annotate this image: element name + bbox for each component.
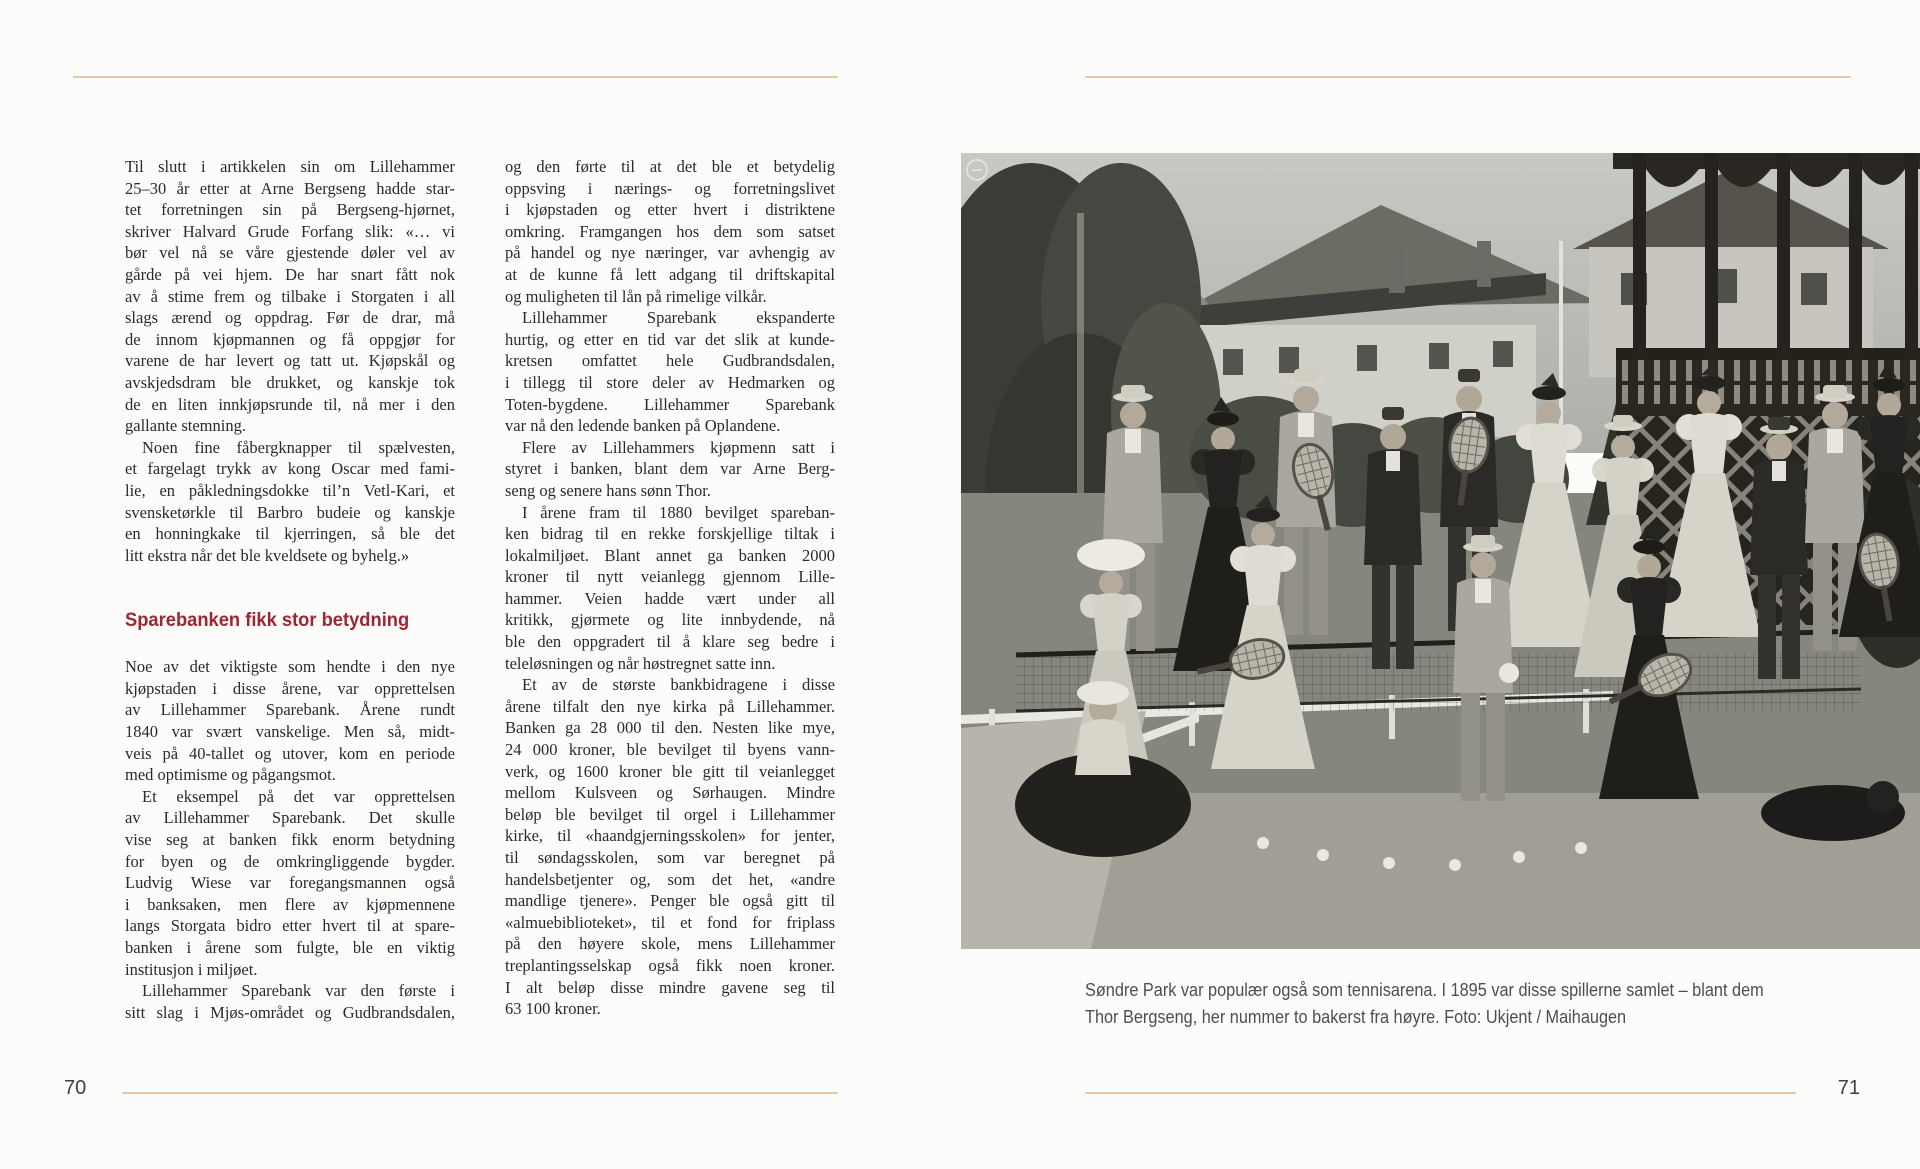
text-line: kroner til nytt veianlegg gjennom Lille- [505,567,835,587]
text-line: på handel og nye næringer, var avhengig av [505,243,835,263]
paragraph [125,786,455,980]
text-line: kritikk, gjørmete og lite innbydende, nå [505,610,835,630]
bottom-rule-left [122,1092,838,1094]
text-line: verk, og 1600 kroner ble gitt til veianlegget [505,761,835,781]
paragraph [125,980,455,1023]
photo-caption [1085,976,1825,1030]
text-line: at de kunne få lett adgang til driftskapital [505,264,835,284]
text-line: med optimisme og pågangsmot. [125,765,336,785]
text-line: av Lillehammer Sparebank. Årene rundt [125,700,455,720]
text-line: var nå den ledende banken på Oplandene. [505,416,781,436]
text-line: handelsbetjenter og, som det het, «andre [505,869,835,889]
text-line: og den førte til at det ble et betydelig [505,157,835,176]
text-line: Et av de største bankbidragene i disse [522,675,835,695]
top-rule-right [1085,76,1851,78]
text-line: Lillehammer Sparebank var den første i [142,981,455,1001]
top-rule-left [73,76,838,78]
text-line: Noe av det viktigste som hendte i den nye [125,657,455,677]
page-number-right: 71 [1837,1077,1860,1099]
text-line: Toten-bygdene. Lillehammer Sparebank [505,394,835,414]
text-line: gallante stemning. [125,416,246,436]
text-line: 24 000 kroner, ble bevilget til byens vann- [505,740,835,760]
text-line: av Lillehammer Sparebank. Det skulle [125,808,455,828]
paragraph [125,437,455,567]
text-line: mandlige tjenere». Penger ble også gitt til [505,891,835,911]
text-line: en honningkake til kjerringen, så ble det [125,524,455,544]
section-heading: Sparebanken fikk stor betydning [125,609,410,632]
text-line: Et eksempel på det var opprettelsen [142,786,455,806]
text-line: i tillegg til store deler av Hedmarken og [505,372,835,392]
text-line: 1840 var svært vanskelige. Men så, midt- [125,722,455,742]
text-line: de en liten innkjøpsrunde til, nå mer i den [125,394,455,414]
text-line: gårde på vei hjem. De har snart fått nok [125,264,455,284]
text-line: banken i årene som fulgte, ble en viktig [125,938,455,957]
text-line: i kjøpstaden og etter hvert i distriktene [505,200,835,220]
photo-caption-line: Thor Bergseng, her nummer to bakerst fra høyre. Foto: Ukjent / Maihaugen [1085,1006,1627,1027]
paragraph [125,156,455,437]
text-line: av å stime frem og tilbake i Storgaten i all [125,286,455,306]
text-line: et fargelagt trykk av kong Oscar med fami- [125,459,455,479]
text-line: de innom kjøpmannen og få oppgjør for [125,329,455,349]
text-line: I årene fram til 1880 bevilget spareban- [522,502,835,522]
text-line: langs Storgata bidro etter hvert til at spare- [125,916,455,936]
text-line: tet forretningen sin på Bergseng-hjørnet, [125,200,455,220]
text-line: slags ærend og oppdrag. Før de drar, må [125,308,455,328]
text-line: til søndagsskolen, som var beregnet på [505,848,835,867]
text-line: Lillehammer Sparebank ekspanderte [522,308,835,328]
text-line: bør vel nå se våre gjestende døler vel av [125,243,455,263]
page-number-left: 70 [64,1077,87,1099]
text-line: mellom Kulsveen og Sørhaugen. Mindre [505,783,835,803]
paragraph [505,437,835,502]
text-line: Ludvig Wiese var foregangsmannen også [125,873,455,893]
text-line: Til slutt i artikkelen sin om Lillehammer [125,157,455,176]
text-line: lokalmiljøet. Blant annet ga banken 2000 [505,545,835,565]
historic-photo [961,153,1920,949]
text-line: oppsving i nærings- og forretningslivet [505,178,835,198]
paragraph [505,307,835,437]
text-line: seng og senere hans sønn Thor. [505,480,711,500]
text-line: for byen og de omkringliggende bygder. [125,851,455,871]
paragraph [505,502,835,675]
paragraph [505,156,835,307]
text-line: ken bidrag til en rekke forskjellige tiltak i [505,524,835,544]
text-line: og muligheten til lån på rimelige vilkår. [505,286,767,306]
text-line: Noen fine fåbergknapper til spælvesten, [142,437,455,457]
text-line: kretsen omfattet hele Gudbrandsdalen, [505,351,835,371]
text-line: hurtig, og etter en tid var det slik at kunde- [505,329,835,349]
text-line: avskjedsdram ble drukket, og kanskje tok [125,372,455,392]
text-line: skriver Halvard Grude Forfang slik: «… vi [125,221,455,241]
text-line: kirke, til «haandgjerningsskolen» for jenter, [505,826,835,846]
paragraph [505,674,835,1020]
text-line: teleløsningen og når høstregnet satte inn. [505,653,776,673]
text-line: styret i banken, blant dem var Arne Berg- [505,459,835,479]
text-line: ble den oppgradert til å klare seg bedre i [505,632,835,652]
text-line: varene de har levert og tatt ut. Kjøpskål og [125,351,455,371]
text-line: hammer. Veien hadde vært under all [505,588,835,608]
text-column-1 [125,156,455,1023]
text-line: I alt beløp disse mindre gavene seg til [505,977,835,997]
text-line: svensketørkle til Barbro budeie og kanskje [125,502,455,522]
text-line: treplantingsselskap også fikk noen kroner. [505,955,835,975]
text-line: beløp ble bevilget til orgel i Lillehammer [505,804,835,824]
text-line: omkring. Framgangen hos dem som satset [505,221,835,241]
text-line: kjøpstaden i disse årene, var opprettelsen [125,678,455,698]
text-line: årene tilfalt den nye kirka på Lillehammer. [505,696,835,716]
bottom-rule-right [1085,1092,1796,1094]
paragraph [125,656,455,786]
text-line: lie, en påkledningsdokke til’n Vetl-Kari, et [125,480,455,500]
text-column-2 [505,156,835,1020]
photo-caption-line: Søndre Park var populær også som tennisarena. I 1895 var disse spillerne samlet – blant dem [1085,979,1764,1000]
text-line: veis på 40-tallet og utover, kom en periode [125,743,455,763]
text-line: vise seg at banken fikk enorm betydning [125,830,455,850]
text-line: i banksaken, men flere av kjøpmennene [125,894,455,914]
text-line: Flere av Lillehammers kjøpmenn satt i [522,437,835,457]
text-line: «almuebiblioteket», til et fond for friplass [505,912,835,932]
text-line: institusjon i miljøet. [125,959,258,979]
text-line: litt ekstra når det ble kveldsete og byhelg.» [125,545,410,565]
text-line: Banken ga 28 000 til den. Nesten like mye, [505,718,835,738]
text-line: sitt slag i Mjøs-området og Gudbrandsdalen, [125,1002,455,1022]
text-line: 63 100 kroner. [505,999,601,1019]
text-line: på den høyere skole, mens Lillehammer [505,934,835,954]
text-line: 25–30 år etter at Arne Bergseng hadde star- [125,178,455,198]
